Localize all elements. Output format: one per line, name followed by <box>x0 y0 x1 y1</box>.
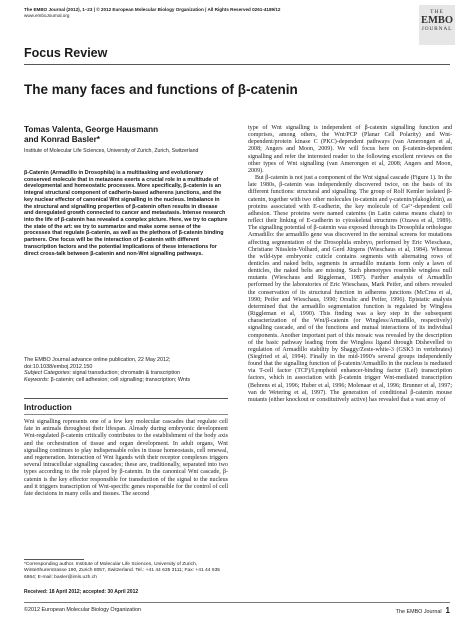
section-heading-introduction: Introduction <box>24 398 228 415</box>
received-dates: Received: 18 April 2012; accepted: 30 April 2012 <box>24 589 139 595</box>
article-title: The many faces and functions of β-catenin <box>24 82 298 97</box>
footer-journal: The EMBO Journal 1 <box>395 606 450 615</box>
footer-rule <box>24 602 450 603</box>
section-label: Focus Review <box>24 46 108 60</box>
running-header <box>24 7 281 19</box>
body-paragraph: type of Wnt signalling is independent of β-catenin signalling function and comprises, among others, the Wnt/PCP (Planar Cell Polarity) and Wnt-dependent/protein kinase C (PKC)-dependent pathways (van Amerongen et al, 2008; Angers and Moon, 2009). We will focus here on β-catenin-dependent signalling and refer the interested reader to the following excellent reviews on the other types of Wnt signalling (van Amerongen et al, 2008; Angers and Moon, 2009). <box>248 125 452 174</box>
page-number: 1 <box>445 606 450 615</box>
author-line: and Konrad Basler* <box>24 135 100 145</box>
embo-journal-logo: THE EMBO JOURNAL <box>419 5 455 45</box>
abstract: β-Catenin (Armadillo in Drosophila) is a multitasking and evolutionary conserved molecule that in metazoans exerts a crucial role in a multitude of developmental and homeostatic processes. More specifically, β-catenin is an integral structural component of cadherin-based adherens junctions, and the key nuclear effector of canonical Wnt signalling in the nucleus. Imbalance in the structural and signalling properties of β-catenin often results in disease and deregulated growth connected to cancer and metastasis. Intense research into the life of β-catenin has revealed a complex picture. Here, we try to capture the state of the art: we try to summarize and make some sense of the processes that regulate β-catenin, as well as the plethora of β-catenin binding partners. One focus will be the interaction of β-catenin with different transcription factors and the potential implications of these interactions for direct cross-talk between β-catenin and non-Wnt signalling pathways. <box>24 170 228 257</box>
corresponding-author-footnote: *Corresponding author. Institute of Molecular Life Sciences, University of Zurich, Winterthurerstrasse 190, Zurich 8057, Switzerland. Tel.: +41 44 635 3111; Fax: +41 44 635 6864; E-mail: basler@imls.uzh.ch <box>24 562 221 580</box>
footer-copyright: ©2012 European Molecular Biology Organization <box>24 607 141 613</box>
subject-categories: Subject Categories: signal transduction; chromatin & transcription <box>24 370 181 377</box>
journal-url[interactable]: www.emboJournal.org <box>24 13 70 19</box>
author-list <box>24 125 158 145</box>
introduction-text: Wnt signalling represents one of a few key molecular cascades that regulate cell fate in animals throughout their lifespan. Already during embryonic development Wnt-regulated β-catenin critically contributes to the establishment of the body axis and the orchestration of tissue and organ development. In adult organs, Wnt signalling continues to play indispensable roles in tissue homeostasis, cell renewal, and regeneration. Interaction of Wnt ligands with their receptor complexes triggers several intracellular signalling cascades; these are, traditionally, separated into two types according to the role played by β-catenin. In the canonical Wnt cascade, β-catenin is the key effector responsible for transduction of the signal to the nucleus and it triggers transcription of Wnt-specific genes responsible for the control of cell fate decisions in many cells and tissues. The second <box>24 419 228 497</box>
journal-citation: The EMBO Journal (2012), 1–23 | © 2012 European Molecular Biology Organization | All Rights Reserved 0261-4189/12 <box>24 7 281 12</box>
keywords: Keywords: β-catenin; cell adhesion; cell signalling; transcription; Wnts <box>24 377 191 384</box>
journal-line: The EMBO Journal advance online publication, 22 May 2012; doi:10.1038/emboj.2012.150 <box>24 357 171 370</box>
footnote-rule <box>24 559 84 560</box>
article-meta <box>24 357 228 384</box>
affiliation: Institute of Molecular Life Sciences, University of Zurich, Zurich, Switzerland <box>24 148 199 154</box>
body-paragraph: But β-catenin is not just a component of the Wnt signal cascade (Figure 1). In the late 1980s, β-catenin was independently discovered twice, on the basis of its different functions: structural and signalling. The group of Rolf Kemler isolated β-catenin, together with two other molecules (α-catenin and γ-catenin/plakoglobin), as proteins associated with E-cadherin, the key molecule of Ca²⁺-dependent cell adhesion. These proteins were named catenins (in Latin catena means chain) to reflect their linking of E-cadherin to cytoskeletal structures (Ozawa et al, 1989). The signalling potential of β-catenin was exposed through its Drosophila orthologue Armadillo: the armadillo gene was discovered in the seminal screens for mutations affecting segmentation of the Drosophila embryo, performed by Eric Wieschaus, Christiane Nüsslein-Volhard, and Gerd Jürgens (Wieschaus et al, 1984). Whereas the wild-type embryonic cuticle contains segments with alternating rows of denticles and naked belts, segments in armadillo mutants form only a lawn of denticles, the naked belts are missing. Such phenotypes resemble wingless null mutants (Wieschaus and Riggleman, 1987). Further analysis of Armadillo performed by the laboratories of Eric Wieschaus, Mark Peifer, and others revealed the conservation of its structural function in adherens junctions (McCrea et al, 1990; Peifer and Wieschaus, 1990; Orsulic and Peifer, 1996). Epistatic analysis determined that the armadillo segmentation function is regulated by Wingless (Riggleman et al, 1990). This finding was a key step in the subsequent characterization of the Wnt/β-catenin (or Wingless/Armadillo, respectively) signalling cascade, and of the functions and mutual interactions of its individual components. Another important part of this mosaic was revealed by the description of the basic pathway leading from the Wingless ligand through Dishevelled to regulation of Armadillo stability by Shaggy/Zeste-white-3 (GSK3 in vertebrates) (Siegfried et al, 1994). Finally in the mid-1990's several groups independently found that the signalling function of β-catenin/Armadillo in the nucleus is mediated via T-cell factor (TCF)/Lymphoid enhancer-binding factor (Lef) transcription factors, which in association with β-catenin trigger Wnt-mediated transcription (Behrens et al, 1996; Huber et al, 1996; Molenaar et al, 1996; Brunner et al, 1997; van de Wetering et al, 1997). The generation of conditional β-catenin mouse mutants (either knockout or constitutively active) has revealed that a vast array of <box>248 175 452 403</box>
author-line: Tomas Valenta, George Hausmann <box>24 125 159 134</box>
right-column <box>248 125 452 404</box>
header-rule <box>24 64 450 65</box>
